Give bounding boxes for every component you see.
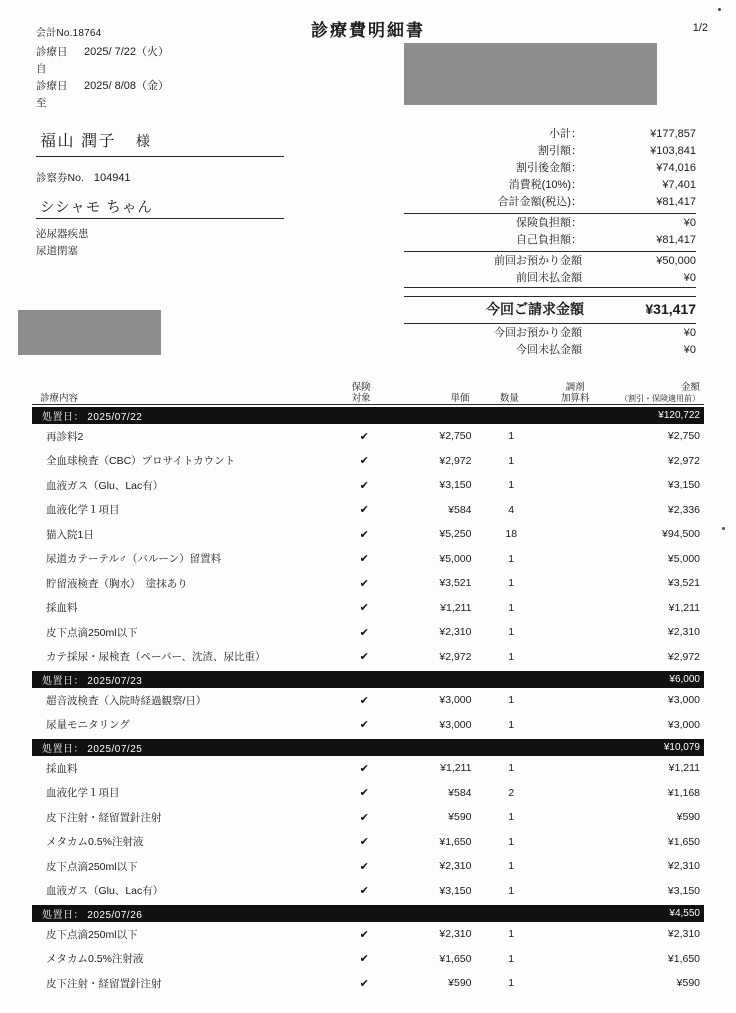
table-row xyxy=(32,498,704,523)
treatment-date-to-row xyxy=(36,78,169,112)
summary-value: ¥7,401 xyxy=(662,179,696,191)
group-amount: ¥10,079 xyxy=(663,742,700,753)
insurance-check-icon: ✔ xyxy=(359,719,369,732)
insurance-check-icon: ✔ xyxy=(359,694,369,707)
summary-panel xyxy=(404,126,696,359)
summary-value: ¥0 xyxy=(683,272,696,284)
item-unit-price: ¥590 xyxy=(448,977,472,990)
item-unit-price: ¥3,521 xyxy=(439,577,472,590)
item-unit-price: ¥5,000 xyxy=(439,552,472,565)
item-name: 採血料 xyxy=(46,762,78,775)
pet-name: シシャモ ちゃん xyxy=(40,200,153,216)
table-row xyxy=(32,922,704,947)
summary-label: 消費税(10%)： xyxy=(508,179,582,191)
summary-label: 今回お預かり金額 xyxy=(494,327,582,339)
item-unit-price: ¥2,972 xyxy=(439,650,472,663)
column-header-amount-line2: （割引・保険適用前） xyxy=(619,394,700,403)
table-row xyxy=(32,756,704,781)
treatment-table xyxy=(32,374,704,996)
insurance-check-icon: ✔ xyxy=(359,455,369,468)
item-amount: ¥3,000 xyxy=(667,718,701,731)
item-amount: ¥1,650 xyxy=(667,835,701,848)
item-quantity: 2 xyxy=(508,786,515,799)
item-unit-price: ¥2,310 xyxy=(439,626,472,639)
treatment-date-block xyxy=(36,44,169,112)
summary-value: ¥0 xyxy=(683,344,696,356)
patient-card-number xyxy=(36,170,131,185)
column-header-amount-line1: 金額 xyxy=(680,382,700,393)
item-amount: ¥2,310 xyxy=(667,626,701,639)
insurance-check-icon: ✔ xyxy=(359,953,369,966)
patient-card-label: 診察券No. xyxy=(36,172,84,184)
page-number: 1/2 xyxy=(692,22,708,34)
insurance-check-icon: ✔ xyxy=(359,602,369,615)
item-quantity: 1 xyxy=(508,860,515,873)
treatment-date-group-row xyxy=(32,671,704,688)
treatment-date-to-label: 診療日 至 xyxy=(36,80,78,109)
table-body xyxy=(32,407,704,996)
item-amount: ¥2,972 xyxy=(667,650,701,663)
summary-label: 前回未払金額 xyxy=(516,272,582,284)
column-header-unit-price: 単価 xyxy=(450,393,470,404)
insurance-check-icon: ✔ xyxy=(359,811,369,824)
summary-row xyxy=(404,213,696,232)
summary-row xyxy=(404,251,696,270)
table-row xyxy=(32,781,704,806)
group-date-label: 処置日： 2025/07/25 xyxy=(42,744,143,755)
summary-label: 小計： xyxy=(549,128,582,140)
summary-label: 自己負担額： xyxy=(516,234,582,246)
group-date-label: 処置日： 2025/07/23 xyxy=(42,676,143,687)
scan-artifact-dot xyxy=(722,527,725,530)
insurance-check-icon: ✔ xyxy=(359,885,369,898)
item-quantity: 1 xyxy=(508,835,515,848)
insurance-check-icon: ✔ xyxy=(359,860,369,873)
item-name: 超音波検査（入院時経過観察/日） xyxy=(46,694,207,707)
item-amount: ¥2,750 xyxy=(667,430,701,443)
item-unit-price: ¥2,310 xyxy=(439,928,472,941)
item-name: メタカム0.5%注射液 xyxy=(46,836,144,849)
item-quantity: 1 xyxy=(508,577,515,590)
table-row xyxy=(32,449,704,474)
insurance-check-icon: ✔ xyxy=(359,430,369,443)
summary-row xyxy=(404,232,696,249)
table-row xyxy=(32,879,704,904)
item-quantity: 18 xyxy=(505,528,518,541)
summary-row xyxy=(404,177,696,194)
item-amount: ¥3,521 xyxy=(667,577,701,590)
group-date-label: 処置日： 2025/07/26 xyxy=(42,910,143,921)
item-amount: ¥3,150 xyxy=(667,479,701,492)
item-quantity: 1 xyxy=(508,811,515,824)
item-name: 採血料 xyxy=(46,602,78,615)
item-unit-price: ¥2,972 xyxy=(439,454,472,467)
table-row xyxy=(32,571,704,596)
item-name: カテ採尿・尿検査（ペーパー、沈渣、尿比重） xyxy=(46,651,266,664)
scan-artifact-dot xyxy=(718,8,721,11)
group-date-label: 処置日： 2025/07/22 xyxy=(42,412,143,423)
summary-value: ¥74,016 xyxy=(656,162,696,174)
item-amount: ¥590 xyxy=(676,811,701,824)
total-due-value: ¥31,417 xyxy=(645,301,696,317)
table-row xyxy=(32,830,704,855)
table-row xyxy=(32,947,704,972)
table-row xyxy=(32,854,704,879)
insurance-check-icon: ✔ xyxy=(359,787,369,800)
table-header-row xyxy=(32,374,704,405)
column-header-insurance-line2: 対象 xyxy=(351,393,371,404)
item-quantity: 1 xyxy=(508,694,515,707)
summary-row xyxy=(404,143,696,160)
summary-label: 前回お預かり金額 xyxy=(494,255,582,267)
item-amount: ¥3,000 xyxy=(667,694,701,707)
summary-value: ¥81,417 xyxy=(656,234,696,246)
summary-row xyxy=(404,270,696,288)
item-quantity: 1 xyxy=(508,718,515,731)
insurance-check-icon: ✔ xyxy=(359,528,369,541)
insurance-check-icon: ✔ xyxy=(359,626,369,639)
redaction-block-address xyxy=(18,310,161,355)
item-name: 皮下点滴250ml以下 xyxy=(46,626,138,639)
divider-owner xyxy=(36,156,284,157)
item-name: 尿道カテーテル♂（バルーン）留置料 xyxy=(46,553,222,566)
summary-value: ¥50,000 xyxy=(656,255,696,267)
summary-row xyxy=(404,160,696,177)
item-amount: ¥1,211 xyxy=(668,762,701,775)
diagnosis-item: 尿道閉塞 xyxy=(36,245,78,257)
item-unit-price: ¥2,310 xyxy=(439,860,472,873)
column-header-additive xyxy=(539,382,611,404)
item-amount: ¥2,972 xyxy=(667,454,701,467)
item-amount: ¥5,000 xyxy=(667,552,701,565)
table-row xyxy=(32,473,704,498)
summary-row xyxy=(404,194,696,211)
column-header-insurance xyxy=(332,382,390,404)
item-unit-price: ¥3,000 xyxy=(439,718,472,731)
summary-value: ¥177,857 xyxy=(650,128,696,140)
table-row xyxy=(32,971,704,996)
table-row xyxy=(32,522,704,547)
total-due-row xyxy=(404,296,696,321)
item-unit-price: ¥584 xyxy=(448,503,472,516)
treatment-date-from-value: 2025/ 7/22（火） xyxy=(84,46,169,58)
treatment-date-group-row xyxy=(32,905,704,922)
summary-label: 割引後金額： xyxy=(516,162,582,174)
summary-value: ¥0 xyxy=(683,327,696,339)
item-unit-price: ¥1,650 xyxy=(439,952,472,965)
account-number: 会計No.18764 xyxy=(36,28,102,39)
column-header-additive-line1: 調剤 xyxy=(565,382,585,393)
table-row xyxy=(32,547,704,572)
column-header-amount xyxy=(611,382,704,404)
insurance-check-icon: ✔ xyxy=(359,553,369,566)
item-amount: ¥3,150 xyxy=(667,884,701,897)
column-header-name: 診療内容 xyxy=(40,393,79,404)
item-quantity: 1 xyxy=(508,430,515,443)
table-row xyxy=(32,805,704,830)
total-due-label: 今回ご請求金額 xyxy=(486,301,584,317)
item-unit-price: ¥584 xyxy=(448,786,472,799)
summary-label: 今回未払金額 xyxy=(516,344,582,356)
group-amount: ¥120,722 xyxy=(658,410,700,421)
treatment-date-from-row xyxy=(36,44,169,78)
treatment-date-group-row xyxy=(32,407,704,424)
table-row xyxy=(32,596,704,621)
owner-name-text: 福山 潤子 xyxy=(40,133,116,150)
item-quantity: 1 xyxy=(508,626,515,639)
item-quantity: 4 xyxy=(508,503,515,516)
item-quantity: 1 xyxy=(508,601,515,614)
summary-row xyxy=(404,342,696,359)
item-name: 尿量モニタリング xyxy=(46,719,130,732)
item-name: メタカム0.5%注射液 xyxy=(46,953,144,966)
item-name: 皮下注射・経留置針注射 xyxy=(46,977,162,990)
summary-value: ¥81,417 xyxy=(656,196,696,208)
column-header-additive-line2: 加算料 xyxy=(560,393,590,404)
summary-row xyxy=(404,323,696,342)
item-name: 血液ガス（Glu、Lac有） xyxy=(46,885,164,898)
page-title: 診療費明細書 xyxy=(311,21,425,40)
item-name: 猫入院1日 xyxy=(46,528,94,541)
item-name: 再診料2 xyxy=(46,430,84,443)
insurance-check-icon: ✔ xyxy=(359,577,369,590)
item-amount: ¥2,310 xyxy=(667,928,701,941)
item-unit-price: ¥3,150 xyxy=(439,884,472,897)
item-name: 皮下点滴250ml以下 xyxy=(46,928,138,941)
group-amount: ¥4,550 xyxy=(669,908,700,919)
insurance-check-icon: ✔ xyxy=(359,762,369,775)
item-name: 皮下注射・経留置針注射 xyxy=(46,811,162,824)
item-unit-price: ¥5,250 xyxy=(439,528,472,541)
item-quantity: 1 xyxy=(508,762,515,775)
item-quantity: 1 xyxy=(508,952,515,965)
insurance-check-icon: ✔ xyxy=(359,836,369,849)
diagnosis-item: 泌尿器疾患 xyxy=(36,228,89,240)
item-quantity: 1 xyxy=(508,884,515,897)
item-name: 血液化学１項目 xyxy=(46,504,120,517)
table-row xyxy=(32,620,704,645)
item-name: 全血球検査（CBC）プロサイトカウント xyxy=(46,455,236,468)
insurance-check-icon: ✔ xyxy=(359,977,369,990)
item-amount: ¥1,650 xyxy=(667,952,701,965)
item-quantity: 1 xyxy=(508,977,515,990)
patient-card-value: 104941 xyxy=(93,172,131,184)
item-quantity: 1 xyxy=(508,552,515,565)
owner-name xyxy=(40,128,151,151)
item-amount: ¥1,168 xyxy=(667,786,701,799)
item-unit-price: ¥3,150 xyxy=(439,479,472,492)
item-quantity: 1 xyxy=(508,479,515,492)
summary-value: ¥103,841 xyxy=(650,145,696,157)
column-header-quantity: 数量 xyxy=(499,393,519,404)
item-name: 血液ガス（Glu、Lac有） xyxy=(46,479,164,492)
item-amount: ¥2,336 xyxy=(667,503,701,516)
item-unit-price: ¥1,650 xyxy=(439,835,472,848)
item-unit-price: ¥1,211 xyxy=(440,762,472,775)
treatment-date-group-row xyxy=(32,739,704,756)
item-unit-price: ¥2,750 xyxy=(439,430,472,443)
insurance-check-icon: ✔ xyxy=(359,504,369,517)
table-row xyxy=(32,645,704,670)
insurance-check-icon: ✔ xyxy=(359,651,369,664)
owner-name-suffix: 様 xyxy=(135,133,152,149)
item-amount: ¥2,310 xyxy=(667,860,701,873)
item-name: 血液化学１項目 xyxy=(46,787,120,800)
summary-row xyxy=(404,126,696,143)
table-row xyxy=(32,424,704,449)
redaction-block-header xyxy=(404,43,657,105)
item-amount: ¥1,211 xyxy=(668,601,701,614)
item-quantity: 1 xyxy=(508,928,515,941)
column-header-insurance-line1: 保険 xyxy=(351,382,371,393)
treatment-date-from-label: 診療日 自 xyxy=(36,46,78,75)
item-amount: ¥590 xyxy=(676,977,701,990)
item-unit-price: ¥1,211 xyxy=(440,601,472,614)
summary-label: 合計金額(税込)： xyxy=(497,196,582,208)
group-amount: ¥6,000 xyxy=(669,674,700,685)
item-unit-price: ¥590 xyxy=(448,811,472,824)
table-row xyxy=(32,688,704,713)
insurance-check-icon: ✔ xyxy=(359,479,369,492)
item-quantity: 1 xyxy=(508,454,515,467)
item-amount: ¥94,500 xyxy=(662,528,701,541)
item-unit-price: ¥3,000 xyxy=(439,694,472,707)
item-quantity: 1 xyxy=(508,650,515,663)
divider-pet xyxy=(36,218,284,219)
summary-label: 保険負担額： xyxy=(516,217,582,229)
summary-spacer xyxy=(404,288,696,293)
treatment-date-to-value: 2025/ 8/08（金） xyxy=(84,80,169,92)
item-name: 貯留液検査（胸水） 塗抹あり xyxy=(46,577,188,590)
insurance-check-icon: ✔ xyxy=(359,928,369,941)
table-row xyxy=(32,713,704,738)
summary-value: ¥0 xyxy=(683,217,696,229)
summary-label: 割引額： xyxy=(538,145,582,157)
item-name: 皮下点滴250ml以下 xyxy=(46,860,138,873)
